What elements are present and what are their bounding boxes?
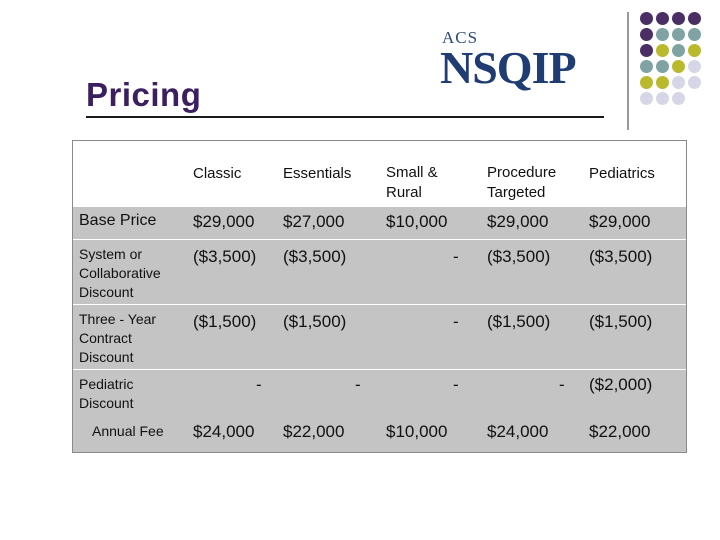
pricing-table [72,140,687,453]
table-cell: $10,000 [386,422,448,441]
table-cell: $24,000 [193,422,255,441]
page-title: Pricing [86,76,202,113]
table-cell: - [355,375,361,394]
decorative-dot [640,76,653,89]
decorative-dot [672,28,685,41]
table-row [73,370,686,418]
decorative-dot [656,44,669,57]
table-cell: ($3,500) [487,247,551,266]
decorative-dot [656,92,669,105]
decorative-dot [688,44,701,57]
table-cell: ($3,500) [589,247,653,266]
table-cell: ($3,500) [193,247,257,266]
decorative-dot [640,44,653,57]
column-header-small-rural: Small & Rural [386,164,438,201]
logo-acs-text: ACS [442,28,479,47]
table-cell: $22,000 [589,422,651,441]
decorative-dot [656,76,669,89]
row-label: Annual Fee [92,423,164,439]
table-cell: - [453,312,459,331]
table-cell: - [453,375,459,394]
decorative-dot [640,12,653,25]
decorative-dot [672,12,685,25]
decorative-dot [688,12,701,25]
row-label: System or Collaborative Discount [79,246,161,300]
nsqip-logo [440,28,605,98]
table-cell: ($1,500) [487,312,551,331]
decorative-dot [688,28,701,41]
row-label: Pediatric Discount [79,376,134,411]
table-cell: - [559,375,565,394]
table-cell: ($1,500) [193,312,257,331]
header-row [73,141,686,207]
decorative-dot [688,60,701,73]
table-cell: - [453,247,459,266]
table-cell: $29,000 [193,212,255,231]
decorative-dot [672,60,685,73]
decorative-dot [640,60,653,73]
decorative-dot [640,92,653,105]
table-cell: - [256,375,262,394]
table-cell: $29,000 [589,212,651,231]
decorative-dot [672,76,685,89]
column-header-classic: Classic [193,165,242,182]
table-cell: ($2,000) [589,375,653,394]
decorative-dot [656,12,669,25]
table-row [73,418,686,452]
table-row [73,240,686,304]
decorative-dot [672,92,685,105]
decorative-dot [688,76,701,89]
decorative-dot [640,28,653,41]
column-header-procedure-targeted: Procedure Targeted [487,164,557,201]
title-underline [86,116,604,118]
header-divider [627,12,629,130]
decorative-dot [656,60,669,73]
table-row [73,305,686,369]
table-cell: $10,000 [386,212,448,231]
logo-nsqip-text: NSQIP [440,42,576,93]
table-cell: $24,000 [487,422,549,441]
table-cell: ($1,500) [283,312,347,331]
decorative-dot [656,28,669,41]
table-cell: $27,000 [283,212,345,231]
table-row [73,207,686,239]
table-cell: ($1,500) [589,312,653,331]
decorative-dot [672,44,685,57]
table-cell: $29,000 [487,212,549,231]
column-header-essentials: Essentials [283,165,352,182]
table-cell: $22,000 [283,422,345,441]
row-label: Three - Year Contract Discount [79,311,157,365]
column-header-pediatrics: Pediatrics [589,165,655,182]
table-cell: ($3,500) [283,247,347,266]
row-label: Base Price [79,212,157,229]
